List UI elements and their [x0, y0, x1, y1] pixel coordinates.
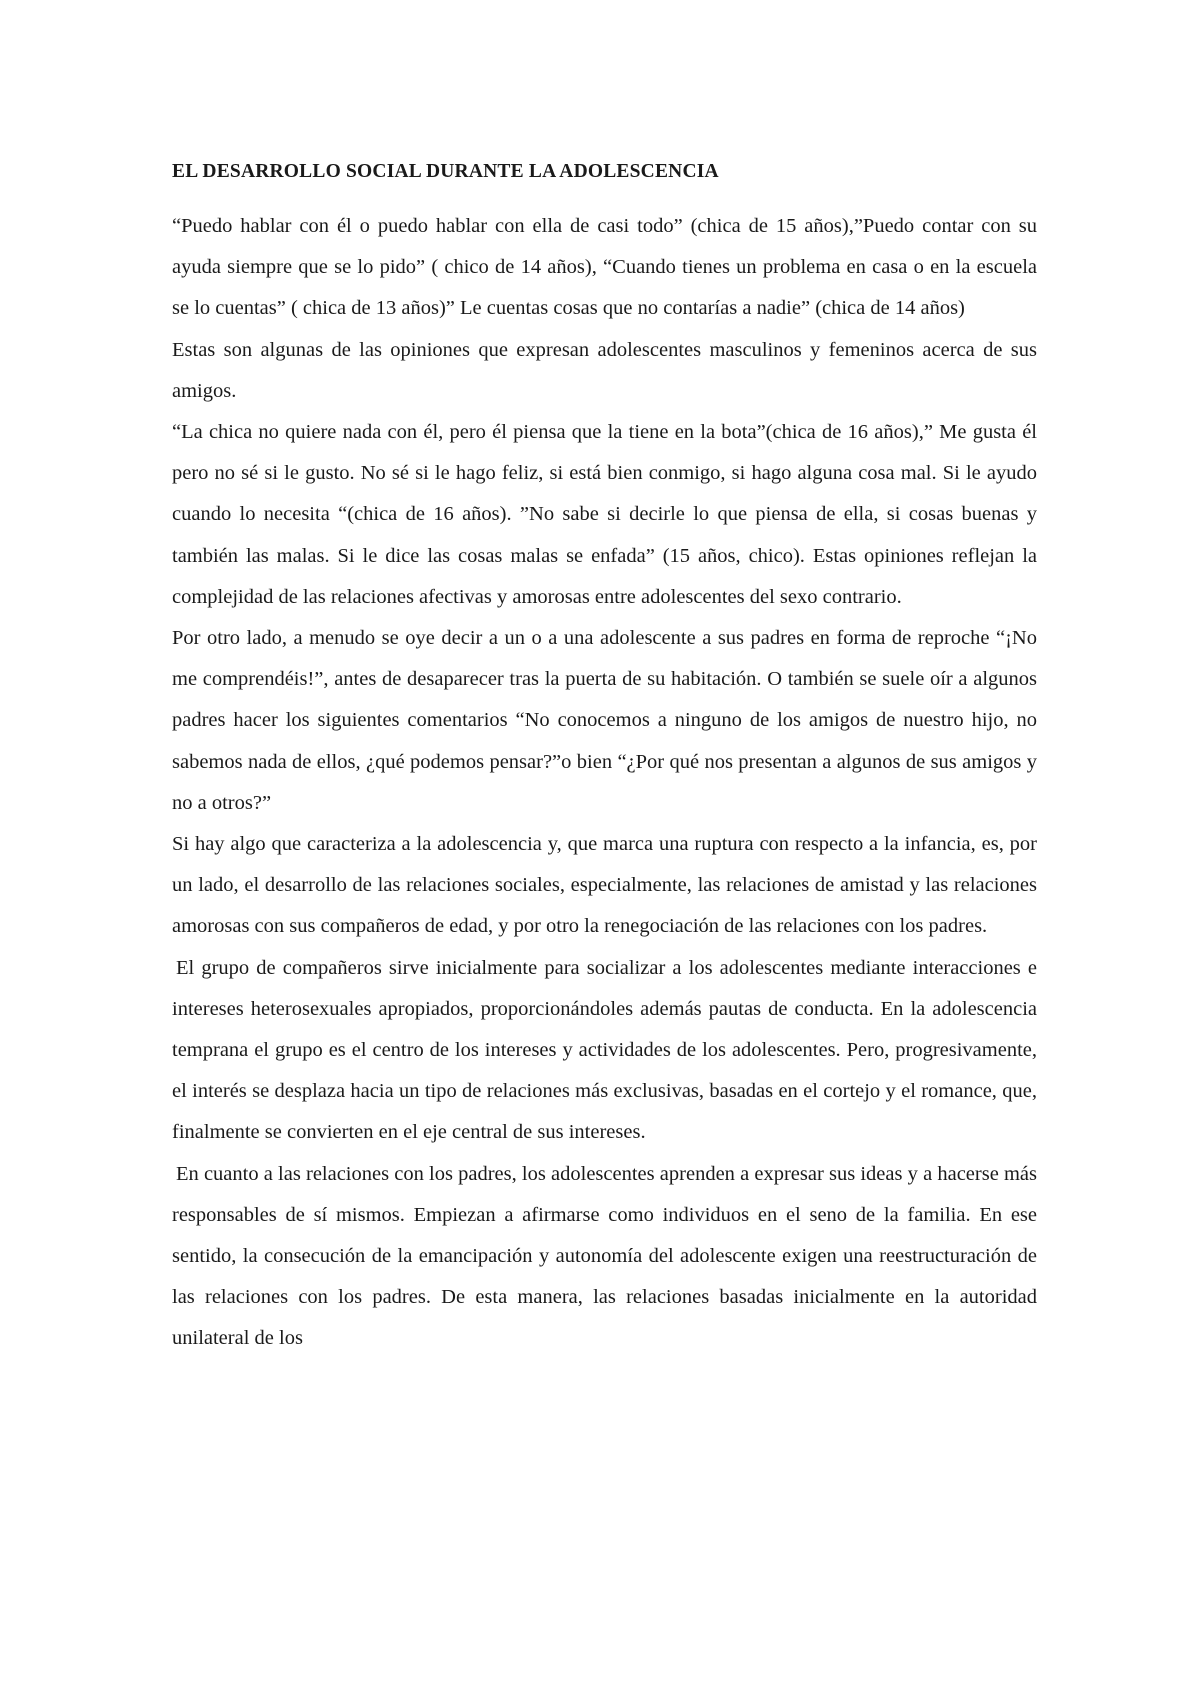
document-body: [172, 158, 1037, 1360]
paragraph-opinions: Estas son algunas de las opiniones que expresan adolescentes masculinos y femeninos acerca de sus amigos.: [172, 338, 1037, 402]
paragraph-quotes-romance: “La chica no quiere nada con él, pero él piensa que la tiene en la bota”(chica de 16 años),” Me gusta él pero no sé si le gusto. No sé si le hago feliz, si está bien conmigo, si hago alguna cosa mal. Si le ayudo cuando lo necesita “(chica de 16 años). ”No sabe si decirle lo que piensa de ella, si cosas buenas y también las malas. Si le dice las cosas malas se enfada” (15 años, chico). Estas opiniones reflejan la complejidad de las relaciones afectivas y amorosas entre adolescentes del sexo contrario.: [172, 421, 1037, 608]
document-title: EL DESARROLLO SOCIAL DURANTE LA ADOLESCENCIA: [172, 161, 719, 182]
paragraph-quotes-friends: “Puedo hablar con él o puedo hablar con ella de casi todo” (chica de 15 años),”Puedo contar con su ayuda siempre que se lo pido” ( chico de 14 años), “Cuando tienes un problema en casa o en la escuela se lo cuentas” ( chica de 13 años)” Le cuentas cosas que no contarías a nadie” (chica de 14 años): [172, 215, 1037, 320]
paragraph-social-development: Si hay algo que caracteriza a la adolescencia y, que marca una ruptura con respecto a la infancia, es, por un lado, el desarrollo de las relaciones sociales, especialmente, las relaciones de amistad y las relaciones amorosas con sus compañeros de edad, y por otro la renegociación de las relaciones con los padres.: [172, 833, 1037, 938]
paragraph-parent-relations: En cuanto a las relaciones con los padres, los adolescentes aprenden a expresar sus ideas y a hacerse más responsables de sí mismos. Empiezan a afirmarse como individuos en el seno de la familia. En ese sentido, la consecución de la emancipación y autonomía del adolescente exigen una reestructuración de las relaciones con los padres. De esta manera, las relaciones basadas inicialmente en la autoridad unilateral de los: [172, 1162, 1037, 1350]
paragraph-peer-group: El grupo de compañeros sirve inicialmente para socializar a los adolescentes mediante interacciones e intereses heterosexuales apropiados, proporcionándoles además pautas de conducta. En la adolescencia temprana el grupo es el centro de los intereses y actividades de los adolescentes. Pero, progresivamente, el interés se desplaza hacia un tipo de relaciones más exclusivas, basadas en el cortejo y el romance, que, finalmente se convierten en el eje central de sus intereses.: [172, 956, 1037, 1144]
paragraph-parents-reproach: Por otro lado, a menudo se oye decir a un o a una adolescente a sus padres en forma de reproche “¡No me comprendéis!”, antes de desaparecer tras la puerta de su habitación. O también se suele oír a algunos padres hacer los siguientes comentarios “No conocemos a ninguno de los amigos de nuestro hijo, no sabemos nada de ellos, ¿qué podemos pensar?”o bien “¿Por qué nos presentan a algunos de sus amigos y no a otros?”: [172, 627, 1037, 814]
